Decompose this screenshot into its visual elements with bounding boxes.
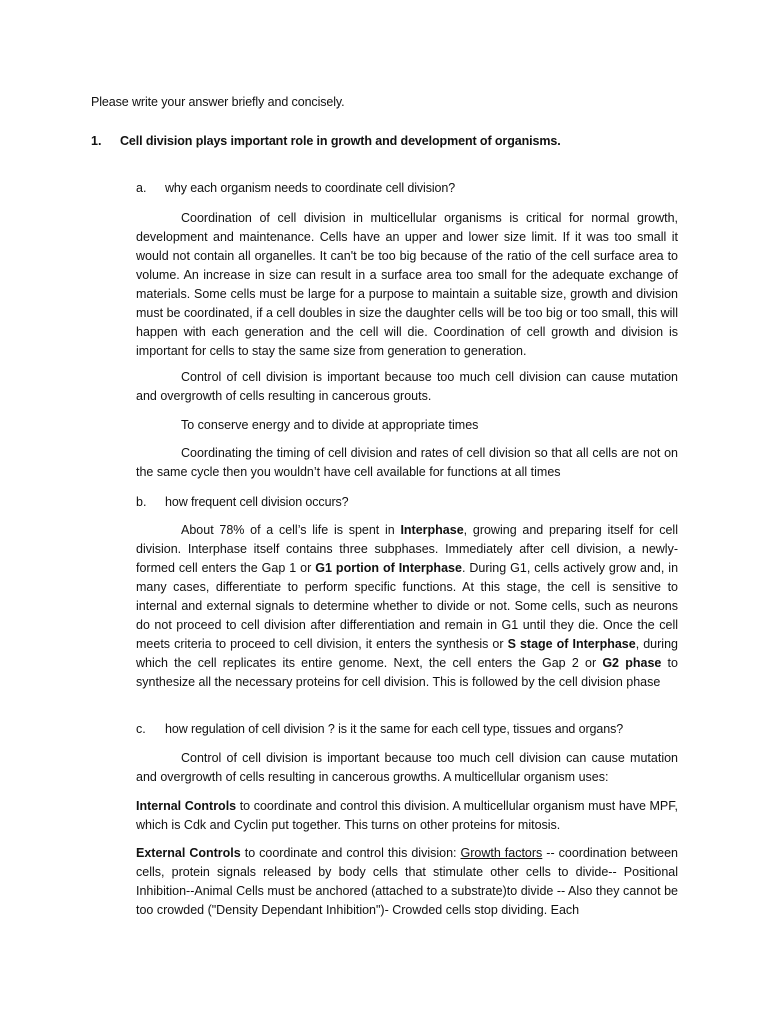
- answer-a-block: [136, 209, 678, 361]
- answer-a-block-4: [136, 444, 678, 482]
- external-controls-paragraph: [136, 844, 678, 920]
- question-1-number: 1.: [91, 134, 102, 148]
- answer-b-text-2: , growing and preparing itself for cell division. Interphase itself contains three subphases. Immediately after cell division, a newly-formed cell enters the Gap 1 or: [136, 523, 678, 575]
- internal-controls-text: to coordinate and control this division. A multicellular organism must have MPF, which is Cdk and Cyclin put together. This turns on other proteins for mitosis.: [136, 799, 678, 832]
- question-b-text: how frequent cell division occurs?: [165, 495, 349, 509]
- answer-c-paragraph-1: Control of cell division is important because too much cell division can cause mutation and overgrowth of cells resulting in cancerous growths. A multicellular organism uses:: [136, 751, 678, 784]
- interphase-term: Interphase: [400, 523, 464, 537]
- answer-a-paragraph-4: Coordinating the timing of cell division and rates of cell division so that all cells are not on the same cycle then you wouldn’t have cell available for functions at all times: [136, 446, 678, 479]
- internal-controls-paragraph: [136, 797, 678, 835]
- answer-b-block: [136, 521, 678, 692]
- instruction-text: Please write your answer briefly and concisely.: [91, 95, 345, 109]
- answer-c-block-2: [136, 797, 678, 835]
- answer-a-paragraph-3: To conserve energy and to divide at appropriate times: [181, 418, 479, 432]
- answer-a-block-3: [136, 416, 678, 435]
- question-c-text: how regulation of cell division ? is it the same for each cell type, tissues and organs?: [165, 722, 624, 736]
- question-c-label: c.: [136, 722, 146, 736]
- external-controls-text-2: -- coordination between cells, protein signals released by body cells that stimulate other cells to divide-- Positional Inhibition--Animal Cells must be anchored (attached to a substrate)to divide -- Also they cannot be too crowded ("Density Dependant Inhibition")- Crowded cells stop dividing. Each: [136, 846, 678, 917]
- answer-b-paragraph: [136, 521, 678, 692]
- question-a-label: a.: [136, 181, 147, 195]
- answer-b-text-3: . During G1, cells actively grow and, in many cases, differentiate to perform specific functions. At this stage, the cell is sensitive to internal and external signals to determine whether to divide or not. Some cells, such as neurons do not proceed to cell division after differentiation and remain in G1 until they die. Once the cell meets criteria to proceed to cell division, it enters the synthesis or: [136, 561, 679, 651]
- answer-a-block-2: [136, 368, 678, 406]
- question-a-text: why each organism needs to coordinate cell division?: [165, 181, 456, 195]
- question-b-label: b.: [136, 495, 147, 509]
- internal-controls-term: Internal Controls: [136, 799, 237, 813]
- growth-factors-term: Growth factors: [460, 846, 543, 860]
- answer-b-text-4: , during which the cell replicates its entire genome. Next, the cell enters the Gap 2 or: [136, 637, 678, 670]
- g1-term: G1 portion of Interphase: [315, 561, 462, 575]
- s-stage-term: S stage of Interphase: [507, 637, 636, 651]
- answer-c-block-3: [136, 844, 678, 920]
- answer-a-paragraph-2: Control of cell division is important because too much cell division can cause mutation and overgrowth of cells resulting in cancerous grouts.: [136, 370, 678, 403]
- answer-b-text-1: About 78% of a cell’s life is spent in: [181, 523, 401, 537]
- g2-term: G2 phase: [602, 656, 662, 670]
- external-controls-text-1: to coordinate and control this division:: [240, 846, 461, 860]
- answer-c-block: [136, 749, 678, 787]
- answer-b-text-5: to synthesize all the necessary proteins for cell division. This is followed by the cell division phase: [136, 656, 678, 689]
- answer-a-paragraph-1: Coordination of cell division in multicellular organisms is critical for normal growth, development and maintenance. Cells have an upper and lower size limit. If it was too small it would not contain all organelles. It can't be too big because of the ratio of the cell surface area to volume. An increase in size can result in a surface area too small for the adequate exchange of materials. Some cells must be large for a purpose to maintain a suitable size, growth and division must be coordinated, if a cell doubles in size the daughter cells will be too big or too small, this will happen with each generation and the cell will die. Coordination of cell growth and division is important for cells to stay the same size from generation to generation.: [136, 211, 678, 358]
- question-1-text: Cell division plays important role in growth and development of organisms.: [120, 134, 561, 148]
- external-controls-term: External Controls: [136, 846, 241, 860]
